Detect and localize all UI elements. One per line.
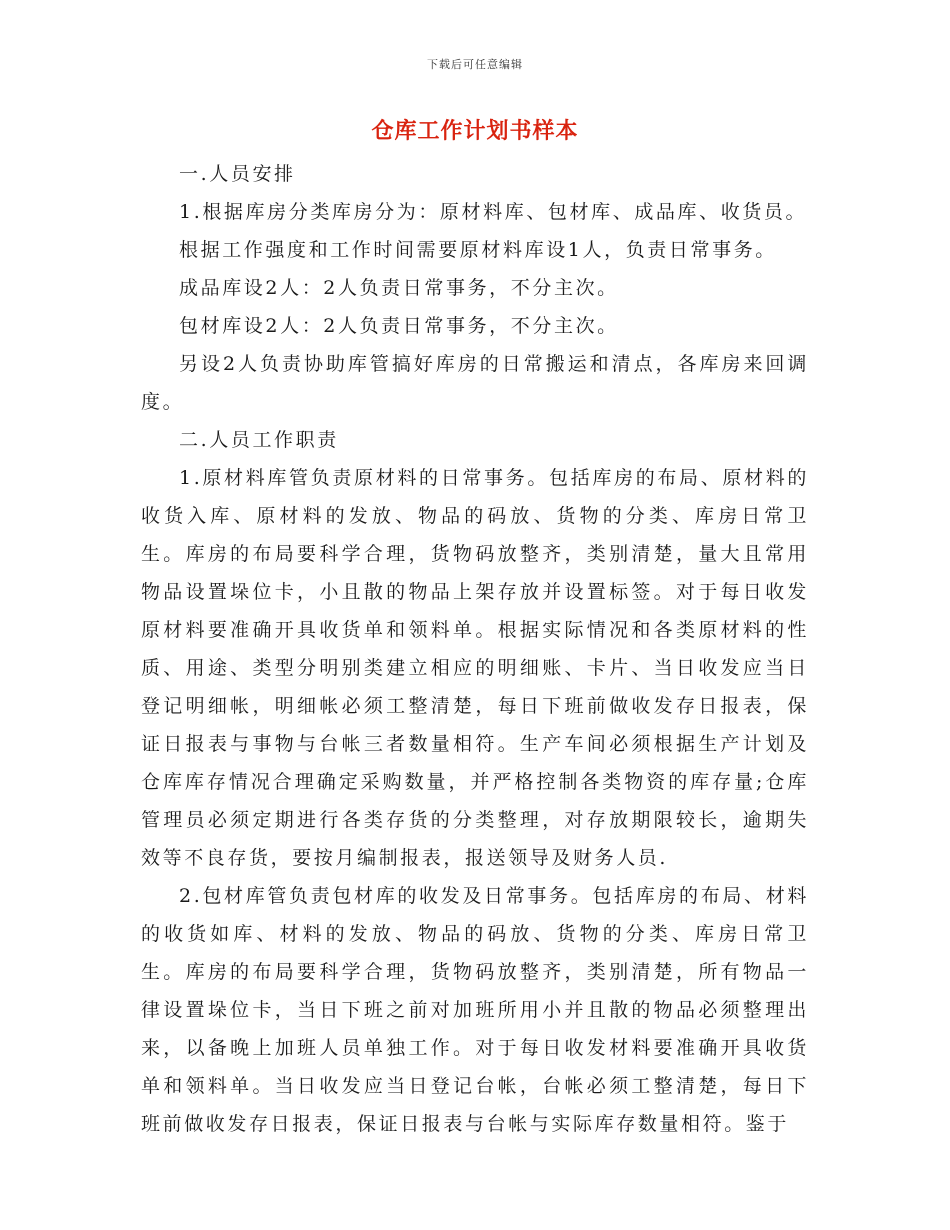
- document-title: 仓库工作计划书样本: [371, 119, 579, 144]
- paragraph-raw-material-staff: 根据工作强度和工作时间需要原材料库设1人，负责日常事务。: [179, 239, 777, 261]
- paragraph-warehouse-categories: 1.根据库房分类库房分为：原材料库、包材库、成品库、收货员。: [179, 201, 808, 223]
- paragraph-raw-material-duties: 1.原材料库管负责原材料的日常事务。包括库房的布局、原材料的收货入库、原材料的发放、物品的码放、货物的分类、库房日常卫生。库房的布局要科学合理，货物码放整齐，类别清楚，量大且常用物品设置垛位卡，小且散的物品上架存放并设置标签。对于每日收发原材料要准确开具收货单和领料单。根据实际情况和各类原材料的性质、用途、类型分明别类建立相应的明细账、卡片、当日收发应当日登记明细帐，明细帐必须工整清楚，每日下班前做收发存日报表，保证日报表与事物与台帐三者数量相符。生产车间必须根据生产计划及仓库库存情况合理确定采购数量，并严格控制各类物资的库存量;仓库管理员必须定期进行各类存货的分类整理，对存放期限较长，逾期失效等不良存货，要按月编制报表，报送领导及财务人员.: [141, 467, 809, 869]
- header-note: 下载后可任意编辑: [427, 58, 523, 71]
- paragraph-finished-goods-staff: 成品库设2人：2人负责日常事务，不分主次。: [179, 277, 619, 299]
- paragraph-assistant-staff: 另设2人负责协助库管搞好库房的日常搬运和清点，各库房来回调度。: [141, 353, 809, 413]
- document-body: [141, 155, 809, 1143]
- section-heading-duties: 二.人员工作职责: [179, 429, 339, 451]
- paragraph-packaging-staff: 包材库设2人：2人负责日常事务，不分主次。: [179, 315, 619, 337]
- paragraph-packaging-duties: 2.包材库管负责包材库的收发及日常事务。包括库房的布局、材料的收货如库、材料的发放、物品的码放、货物的分类、库房日常卫生。库房的布局要科学合理，货物码放整齐，类别清楚，所有物品一律设置垛位卡，当日下班之前对加班所用小并且散的物品必须整理出来，以备晚上加班人员单独工作。对于每日收发材料要准确开具收货单和领料单。当日收发应当日登记台帐，台帐必须工整清楚，每日下班前做收发存日报表，保证日报表与台帐与实际库存数量相符。鉴于: [141, 885, 809, 1135]
- section-heading-personnel: 一.人员安排: [179, 163, 296, 185]
